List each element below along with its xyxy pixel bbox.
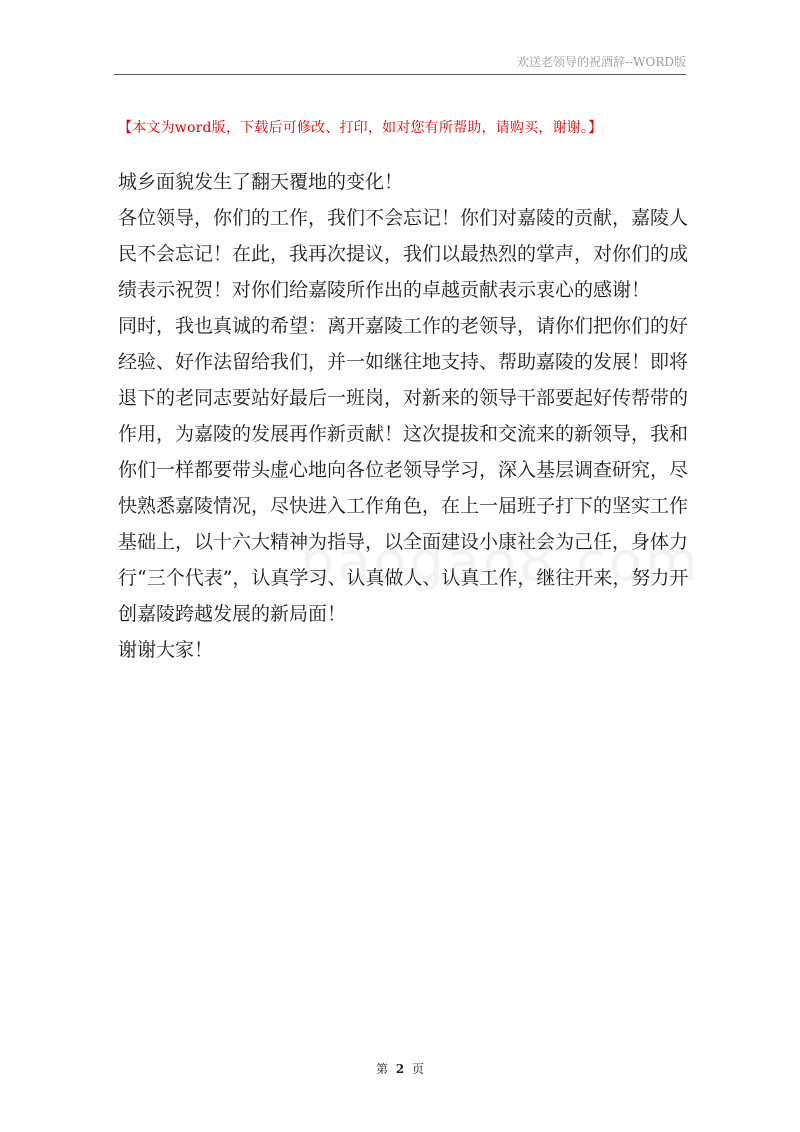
body-line: 经验、好作法留给我们，并一如继往地支持、帮助嘉陵的发展！即将 (118, 351, 689, 373)
body-line: 绩表示祝贺！对你们给嘉陵所作出的卓越贡献表示衷心的感谢！ (118, 279, 651, 301)
footer-suffix: 页 (412, 1062, 425, 1076)
body-line: 各位领导，你们的工作，我们不会忘记！你们对嘉陵的贡献，嘉陵人 (118, 207, 689, 229)
body-line: 基础上，以十六大精神为指导，以全面建设小康社会为己任，身体力 (118, 531, 689, 553)
page-header (114, 50, 686, 75)
header-title: 欢送老领导的祝酒辞--WORD版 (517, 55, 686, 69)
purchase-notice: 【本文为word版，下载后可修改、打印，如对您有所帮助，请购买，谢谢。】 (118, 120, 603, 136)
body-line: 谢谢大家！ (118, 639, 214, 661)
page-footer (0, 1060, 800, 1078)
body-line: 同时，我也真诚的希望：离开嘉陵工作的老领导，请你们把你们的好 (118, 315, 689, 337)
body-line: 退下的老同志要站好最后一班岗，对新来的领导干部要起好传帮带的 (118, 387, 689, 409)
body-line: 民不会忘记！在此，我再次提议，我们以最热烈的掌声，对你们的成 (118, 243, 689, 265)
watermark (300, 530, 600, 593)
body-line: 你们一样都要带头虚心地向各位老领导学习，深入基层调查研究，尽 (118, 459, 689, 481)
page-number: 2 (395, 1062, 405, 1076)
body-line: 创嘉陵跨越发展的新局面！ (118, 603, 347, 625)
body-line: 作用，为嘉陵的发展再作新贡献！这次提拔和交流来的新领导，我和 (118, 423, 689, 445)
body-line: 城乡面貌发生了翻天覆地的变化！ (118, 171, 404, 193)
body-line: 快熟悉嘉陵情况，尽快进入工作角色，在上一届班子打下的坚实工作 (118, 495, 689, 517)
footer-prefix: 第 (375, 1062, 388, 1076)
body-line: 行“三个代表”，认真学习、认真做人、认真工作，继往开来，努力开 (118, 567, 689, 589)
